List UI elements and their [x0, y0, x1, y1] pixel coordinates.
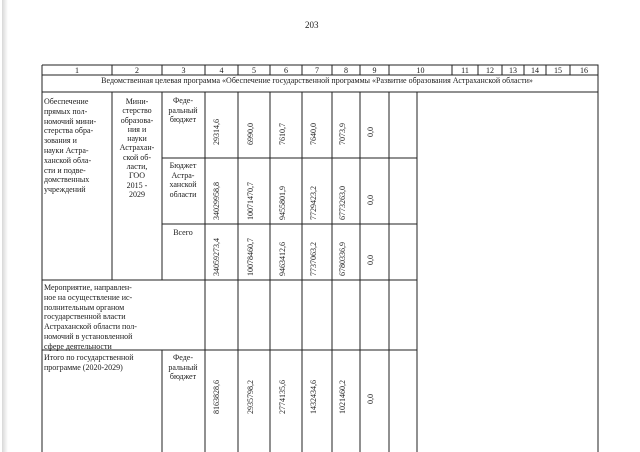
- value-cell: 34059273,4: [212, 238, 221, 276]
- source-cell-total: [163, 228, 203, 238]
- value-cell: 2774135,6: [278, 380, 287, 414]
- executor-line: ласти,: [126, 162, 148, 172]
- event-line: Астраханской области пол-: [44, 322, 137, 332]
- value-cell: 0,0: [366, 394, 375, 404]
- col-header-7: 7: [315, 66, 319, 75]
- value-cell: 2935798,2: [246, 380, 255, 414]
- value-cell: 6773263,0: [338, 186, 347, 220]
- value-cell: 0,0: [366, 255, 375, 265]
- program-title: Ведомственная целевая программа «Обеспечение государственной программы «Развитие образования Астраханской области»: [101, 76, 533, 85]
- executor-line: ГОО: [129, 171, 145, 181]
- event-cell: [44, 283, 204, 352]
- executor-line: ния и: [127, 124, 147, 134]
- activity-line: учреждений: [44, 185, 86, 195]
- value-cell: 34029958,8: [212, 182, 221, 220]
- executor-line: стерство: [122, 106, 152, 116]
- col-header-6: 6: [284, 66, 288, 75]
- source-cell-total-federal: [163, 353, 203, 382]
- value-cell: 10078460,7: [246, 238, 255, 276]
- col-header-8: 8: [344, 66, 348, 75]
- total-label-line: программе (2020-2029): [44, 362, 123, 372]
- activity-line: науки Астра-: [44, 145, 89, 155]
- executor-line: Мини-: [125, 97, 149, 106]
- event-line: сфере деятельности: [44, 341, 112, 351]
- col-header-12: 12: [486, 66, 494, 75]
- value-cell: 10071470,7: [246, 182, 255, 220]
- col-header-1: 1: [75, 66, 79, 75]
- col-header-10: 10: [416, 66, 425, 75]
- value-cell: 6780336,9: [338, 242, 347, 276]
- source-cell-federal: [163, 96, 203, 125]
- value-cell: 8163828,6: [212, 380, 221, 414]
- event-line: номочий в установленной: [44, 331, 133, 341]
- source-line: бюджет: [169, 372, 197, 381]
- value-cell: 1021460,2: [338, 380, 347, 414]
- col-header-3: 3: [181, 66, 186, 75]
- source-line: Феде-: [172, 96, 194, 105]
- executor-line: науки: [127, 134, 147, 144]
- value-cell: 7610,7: [278, 123, 287, 145]
- value-cell: 1432434,6: [309, 380, 318, 414]
- value-cell: 29314,6: [212, 119, 221, 145]
- activity-line: номочий мини-: [44, 116, 97, 126]
- event-line: ное на осуществление ис-: [44, 292, 133, 302]
- col-header-15: 15: [554, 66, 562, 75]
- executor-cell: [112, 97, 162, 199]
- activity-line: домственных: [44, 175, 90, 185]
- activity-line: зования и: [44, 136, 77, 146]
- executor-line: ской об-: [122, 152, 152, 162]
- col-header-9: 9: [372, 66, 377, 75]
- source-line: ханской: [169, 180, 197, 189]
- source-line: бюджет: [169, 115, 197, 124]
- col-header-14: 14: [531, 66, 539, 75]
- source-line: ральный: [168, 105, 198, 115]
- executor-line: Астрахан-: [119, 143, 155, 153]
- col-header-16: 16: [580, 66, 588, 75]
- value-cell: 7073,9: [338, 123, 347, 145]
- col-header-5: 5: [252, 66, 256, 75]
- value-cell: 7729423,2: [309, 186, 318, 220]
- activity-line: Обеспечение: [44, 97, 89, 106]
- col-header-2: 2: [135, 66, 139, 75]
- value-cell: 9455801,9: [278, 186, 287, 220]
- value-cell: 7640,0: [309, 123, 318, 145]
- col-header-4: 4: [219, 66, 224, 75]
- activity-line: прямых пол-: [44, 106, 88, 116]
- value-cell: 7737063,2: [309, 242, 318, 276]
- executor-line: 2015 -: [126, 180, 148, 190]
- page-number: 203: [305, 20, 319, 30]
- event-line: полнительным органом: [44, 302, 125, 312]
- executor-line: образова-: [120, 115, 154, 125]
- source-cell-regional: [163, 161, 203, 199]
- source-line: Астра-: [171, 170, 195, 180]
- source-line: Всего: [173, 228, 193, 237]
- activity-line: сти и подве-: [44, 165, 86, 175]
- event-line: Мероприятие, направлен-: [44, 283, 132, 292]
- value-cell: 9463412,6: [278, 242, 287, 276]
- value-cell: 0,0: [366, 127, 375, 137]
- activity-line: стерства обра-: [44, 126, 94, 136]
- activity-cell: [44, 97, 114, 195]
- source-line: области: [169, 189, 197, 199]
- source-line: Бюджет: [169, 161, 197, 170]
- value-cell: 6990,0: [246, 123, 255, 145]
- event-line: государственной власти: [44, 312, 126, 322]
- value-cell: 0,0: [366, 195, 375, 205]
- source-line: ральный: [168, 362, 198, 372]
- col-header-11: 11: [461, 66, 469, 75]
- source-line: Феде-: [172, 353, 194, 362]
- total-label-cell: [44, 353, 160, 372]
- col-header-13: 13: [509, 66, 517, 75]
- total-label-line: Итого по государственной: [44, 353, 134, 362]
- executor-line: 2029: [129, 189, 145, 199]
- activity-line: ханской обла-: [44, 155, 92, 165]
